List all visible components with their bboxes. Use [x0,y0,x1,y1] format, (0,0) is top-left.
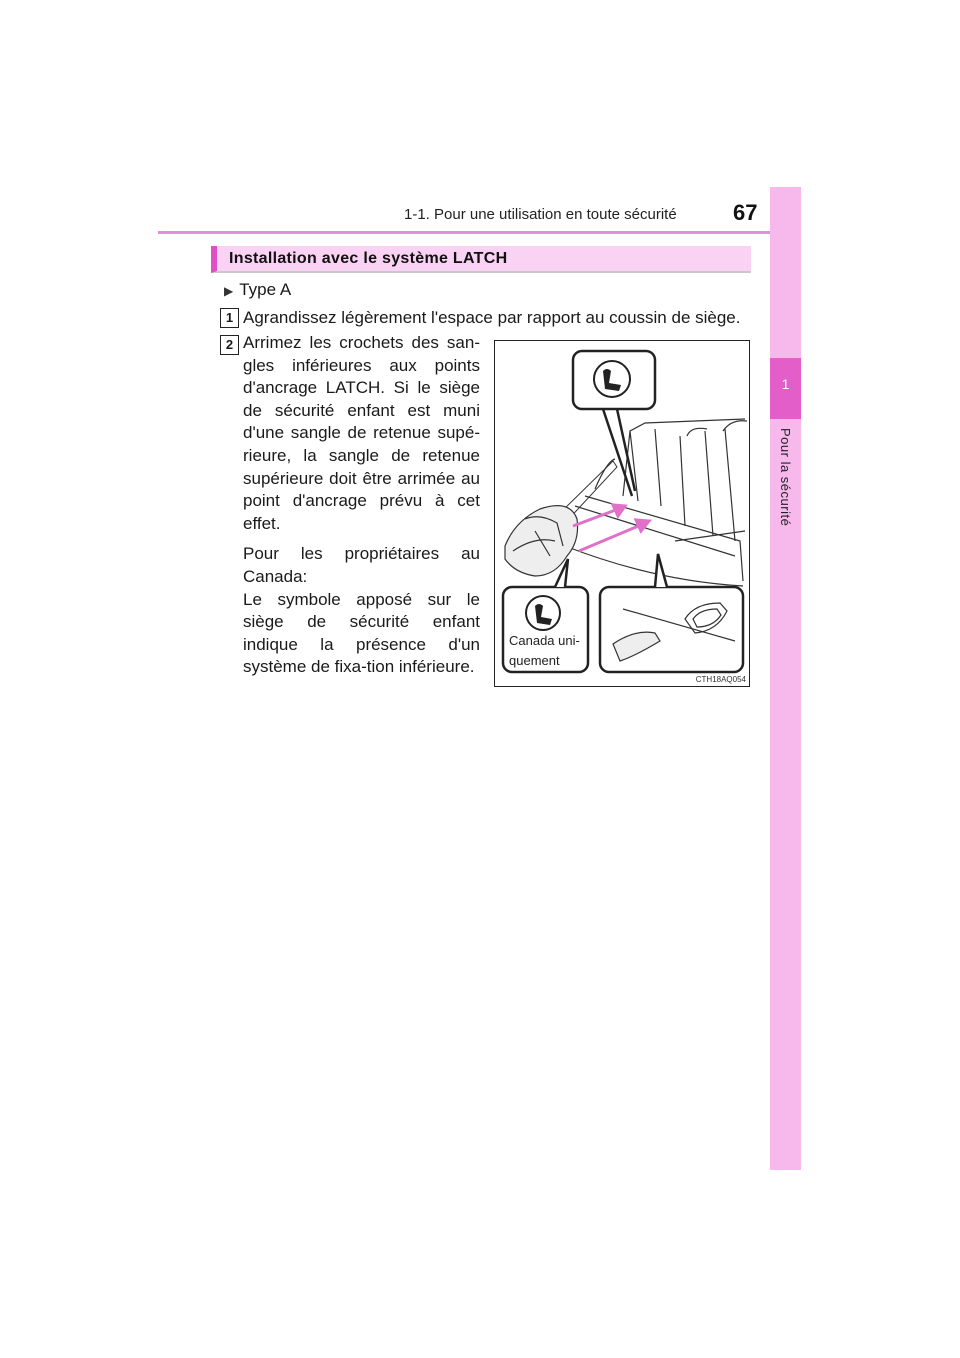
step-number-1: 1 [220,308,239,328]
side-chapter-number: 1 [781,376,790,392]
step-2-text [243,332,480,679]
latch-symbol-icon [594,361,630,397]
step-2-paragraph-2 [243,543,480,679]
side-tab [770,187,801,1170]
type-label: Type A [239,280,292,299]
step-number-2: 2 [220,335,239,355]
callout-top-pointer [603,409,635,496]
rear-seat-drawing [565,419,747,586]
section-heading-text: Installation avec le système LATCH [229,250,508,267]
symbol-note-line: Le symbole apposé sur le siège de sécurité enfant indique la présence d'un système de fixa-tion inférieure. [243,589,480,677]
page-number: 67 [733,200,758,225]
triangle-bullet-icon: ▶ [224,284,234,298]
step-2-paragraph-1: Arrimez les crochets des san-gles inférieures aux points d'ancrage LATCH. Si le siège de sécurité enfant est muni d'une sangle de retenue supé-rieure, la sangle de retenue supérieure doit être arrimée au point d'ancrage prévu à cet effet. [243,333,480,533]
running-header: 1-1. Pour une utilisation en toute sécurité [404,206,677,223]
canada-label-line-2: quement [509,653,560,668]
canada-latch-symbol-icon [526,596,560,630]
canada-label-line-1: Canada uni- [509,633,580,648]
side-chapter-label: Pour la sécurité [778,428,793,527]
section-heading [211,246,751,273]
step-1-text: Agrandissez légèrement l'espace par rapport au coussin de siège. [243,308,741,327]
header-rule [158,231,801,234]
callout-anchor-pointer [655,554,667,587]
type-line [224,280,291,300]
latch-illustration [494,340,750,687]
canada-only-label [509,631,580,671]
canada-owners-line: Pour les propriétaires au Canada: [243,544,480,586]
figure-code: CTH18AQ054 [695,675,746,684]
